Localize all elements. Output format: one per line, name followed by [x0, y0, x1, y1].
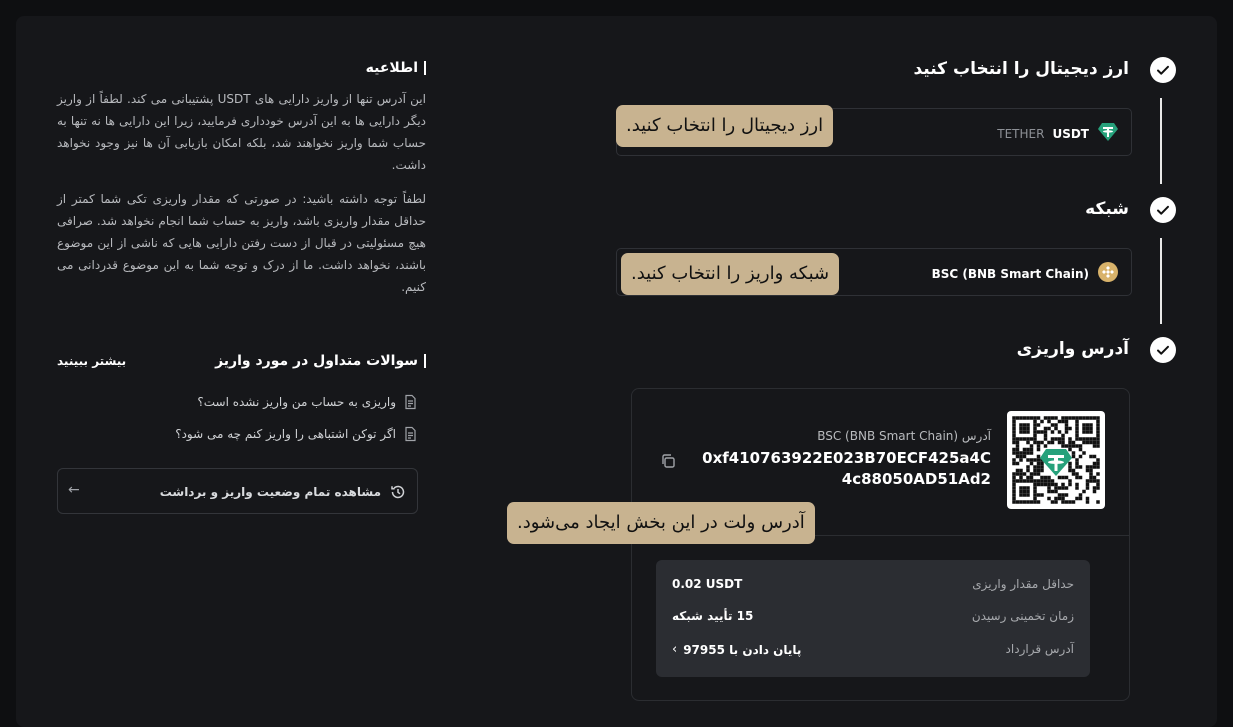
faq-more-link[interactable]: بیشتر ببینید — [57, 354, 127, 368]
contract-label: آدرس قرارداد — [1005, 642, 1074, 656]
address-label: BSC (BNB Smart Chain) آدرس — [817, 429, 991, 443]
chevron-left-icon: ‹ — [672, 642, 678, 657]
address-card — [631, 388, 1130, 701]
document-icon — [402, 426, 418, 442]
info-paragraph-2: لطفاً توجه داشته باشید: در صورتی که مقدار واریزی تکی شما کمتر از حداقل مقدار واریزی باشد، واریز به حساب شما انجام نخواهد شد. صرافی هیچ مسئولیتی در قبال از دست رفتن دارایی هایی که ناشی از این موضوع باشند، نخواهد داشت. ما از درک و توجه شما به این موضوع قدردانی می کنیم. — [57, 192, 426, 294]
faq-title: سوالات متداول در مورد واریز — [215, 353, 418, 369]
step1-check-icon — [1150, 57, 1176, 83]
coin-tooltip: ارز دیجیتال را انتخاب کنید. — [616, 105, 833, 147]
faq-item-text: اگر توکن اشتباهی را واریز کنم چه می شود؟ — [175, 427, 396, 441]
history-icon — [389, 483, 407, 501]
arrival-label: زمان تخمینی رسیدن — [971, 609, 1074, 623]
step3-check-icon — [1150, 337, 1176, 363]
step3-title: آدرس واریزی — [1016, 339, 1129, 359]
step2-title: شبکه — [1085, 199, 1129, 219]
faq-item[interactable] — [175, 426, 418, 442]
network-name: BSC (BNB Smart Chain) — [931, 266, 1089, 281]
info-paragraph-1: این آدرس تنها از واریز دارایی های USDT پشتیبانی می کند. لطفاً از واریز دیگر دارایی ها به این آدرس خودداری فرمایید، زیرا این دارایی ها نه تنها به حساب شما واریز نخواهند شد، بلکه امکان بازیابی آن ها نیز وجود نخواهد داشت. — [57, 92, 426, 172]
step-connector — [1160, 98, 1162, 184]
contract-link[interactable] — [672, 642, 801, 657]
tether-icon — [1097, 122, 1119, 145]
document-icon — [402, 394, 418, 410]
wallet-address-line2[interactable]: 4c88050AD51Ad2 — [841, 470, 991, 488]
min-deposit-label: حداقل مقدار واریزی — [972, 577, 1074, 591]
tether-icon — [1040, 449, 1072, 476]
faq-heading — [215, 353, 426, 369]
wallet-address-line1[interactable]: 0xf410763922E023B70ECF425a4C — [702, 449, 991, 467]
arrow-left-icon: ← — [68, 482, 80, 498]
coin-symbol: USDT — [1052, 126, 1089, 141]
deposit-history-button[interactable] — [57, 468, 418, 514]
step2-check-icon — [1150, 197, 1176, 223]
arrival-value: 15 تأیید شبکه — [672, 609, 754, 623]
coin-name: TETHER — [997, 126, 1045, 141]
min-deposit-value: 0.02 USDT — [672, 577, 743, 591]
copy-icon[interactable] — [660, 453, 676, 473]
network-tooltip: شبکه واریز را انتخاب کنید. — [621, 253, 839, 295]
address-tooltip: آدرس ولت در این بخش ایجاد می‌شود. — [507, 502, 815, 544]
bnb-icon — [1097, 261, 1119, 286]
contract-value: پایان دادن با 97955 — [683, 642, 802, 657]
history-button-label: مشاهده تمام وضعیت واریز و برداشت — [159, 485, 381, 499]
info-title: اطلاعیه — [365, 60, 418, 76]
deposit-details — [656, 560, 1090, 677]
qr-code — [1007, 411, 1105, 509]
faq-item-text: واریزی به حساب من واریز نشده است؟ — [197, 395, 396, 409]
step1-title: ارز دیجیتال را انتخاب کنید — [913, 59, 1129, 79]
info-heading — [57, 60, 426, 76]
step-connector — [1160, 238, 1162, 324]
faq-item[interactable] — [175, 394, 418, 410]
